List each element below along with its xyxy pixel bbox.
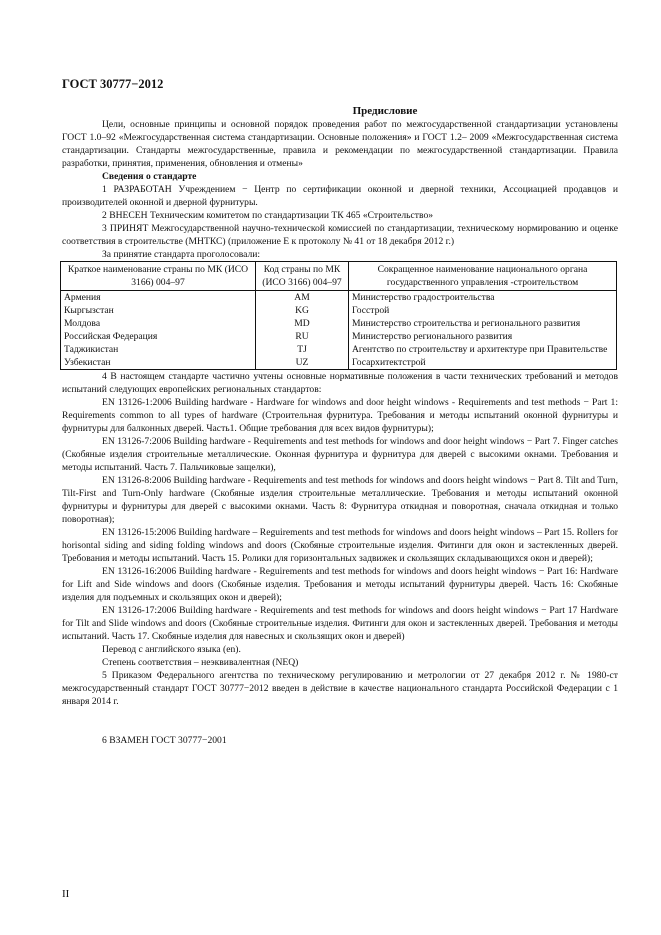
en-standard: EN 13126-8:2006 Building hardware - Requirements and test methods for windows and doors height windows − Part 8. Tilt and Turn, Tilt-First and Turn-Only hardware (Скобяные изделия строительные металлические. Требования и методы испытаний оконной фурнитуры и фурнитуры для дверей с высокими окнами. Часть 8: Фурнитура откидная и поворотная, сначала откидная и только поворотная);: [62, 475, 618, 525]
table-row: [61, 343, 617, 356]
country: Молдова: [61, 317, 256, 330]
page-number: II: [62, 888, 70, 900]
subheading: Сведения о стандарте: [102, 171, 197, 182]
intro-paragraph: Цели, основные принципы и основной порядок проведения работ по межгосударственной стандартизации установлены ГОСТ 1.0–92 «Межгосударственная система стандартизации. Основные положения» и ГОСТ 1.2– 2009 «Межгосударственная система стандартизации. Стандарты межгосударственные, правила и рекомендации по межгосударственной стандартизации. Правила разработки, принятия, применения, обновления и отмены»: [62, 119, 618, 169]
vote-label: За принятие стандарта проголосовали:: [102, 249, 261, 260]
countries-table: [60, 261, 617, 370]
country: Кыргызстан: [61, 304, 256, 317]
table-row: [61, 291, 617, 305]
table-header: Сокращенное наименование национального органа государственного управления -строительством: [349, 262, 617, 291]
document-header: ГОСТ 30777−2012: [62, 77, 164, 91]
en-standard: EN 13126-17:2006 Building hardware - Requirements and test methods for windows and doors height windows − Part 17 Hardware for Tilt and Slide windows and doors (Скобяные строительные изделия. Фитинги для окон и застекленных дверей. Требования и методы испытаний. Часть 17. Скобяные изделия для навесных и скользящих окон и дверей): [62, 605, 618, 642]
item-4: 4 В настоящем стандарте частично учтены основные нормативные положения в части технических требований и методов испытаний следующих европейских региональных стандартов:: [62, 371, 618, 395]
country: Армения: [61, 291, 256, 305]
agency: Агентство по строительству и архитектуре при Правительстве: [349, 343, 617, 356]
translation-note: Перевод с английского языка (en).: [102, 644, 241, 655]
item-6: 6 ВЗАМЕН ГОСТ 30777−2001: [102, 735, 227, 746]
country: Российская Федерация: [61, 330, 256, 343]
item-5: 5 Приказом Федерального агентства по техническому регулированию и метрологии от 27 декабря 2012 г. № 1980-ст межгосударственный стандарт ГОСТ 30777−2012 введен в действие в качестве национального стандарта Российской Федерации с 1 января 2014 г.: [62, 670, 618, 707]
item-3: 3 ПРИНЯТ Межгосударственной научно-технической комиссией по стандартизации, техническому нормированию и оценке соответствия в строительстве (МНТКС) (приложение Е к протоколу № 41 от 18 декабря 2012 г.): [62, 223, 618, 247]
agency: Министерство строительства и регионального развития: [349, 317, 617, 330]
country: Узбекистан: [61, 356, 256, 370]
item-1: 1 РАЗРАБОТАН Учреждением − Центр по сертификации оконной и дверной техники, Ассоциацией продавцов и производителей оконной и дверной фурнитуры.: [62, 184, 618, 208]
table-header: Краткое наименование страны по МК (ИСО 3166) 004–97: [61, 262, 256, 291]
en-standard: EN 13126-16:2006 Building hardware - Reguirements and test methods for windows and doors height windows − Part 16: Hardware for Lift and Side windows and doors (Скобяные изделия. Требования и методы испытаний фурнитуры дверей. Часть 16: Скобяные изделия для подъемных и скользящих окон и дверей);: [62, 566, 618, 603]
country-code: RU: [256, 330, 349, 343]
agency: Министерство регионального развития: [349, 330, 617, 343]
country-code: UZ: [256, 356, 349, 370]
agency: Госстрой: [349, 304, 617, 317]
table-header: Код страны по МК (ИСО 3166) 004–97: [256, 262, 349, 291]
table-row: [61, 356, 617, 370]
en-standard: EN 13126-7:2006 Building hardware - Requirements and test methods for windows and door height windows − Part 7. Finger catches (Скобяные изделия строительные металлические. Оконная фурнитура и фурнитура для дверей с высокими окнами. Требования и методы испытаний. Часть 7. Пальчиковые защелки),: [62, 436, 618, 473]
en-standard: EN 13126-1:2006 Building hardware - Hardware for windows and door height windows - Requirements and test methods − Part 1: Requirements common to all types of hardware (Строительная фурнитура. Требования и методы испытаний оконной фурнитуры и фурнитуры для балконных дверей. Часть1. Общие требования для всех видов фурнитуры);: [62, 397, 618, 434]
table-row: [61, 330, 617, 343]
en-standard: EN 13126-15:2006 Building hardware – Reguirements and test methods for windows and doors height windows – Part 15. Rollers for horisontal siding and siding folding windows and doors (Скобяные строительные изделия. Фитинги для окон и застекленных дверей. Требования и методы испытаний. Часть 15. Ролики для горизонтальных задвижек и скользящих складывающихся окон и дверей);: [62, 527, 618, 564]
item-2: 2 ВНЕСЕН Техническим комитетом по стандартизации ТК 465 «Строительство»: [102, 210, 434, 221]
agency: Министерство градостроительства: [349, 291, 617, 305]
country-code: AM: [256, 291, 349, 305]
country: Таджикистан: [61, 343, 256, 356]
agency: Госархитектстрой: [349, 356, 617, 370]
conformity-note: Степень соответствия – неэквивалентная (NEQ): [102, 657, 299, 668]
country-code: MD: [256, 317, 349, 330]
country-code: KG: [256, 304, 349, 317]
table-row: [61, 317, 617, 330]
table-row: [61, 304, 617, 317]
country-code: TJ: [256, 343, 349, 356]
page-title: Предисловие: [352, 105, 418, 117]
foreword: [62, 104, 618, 747]
